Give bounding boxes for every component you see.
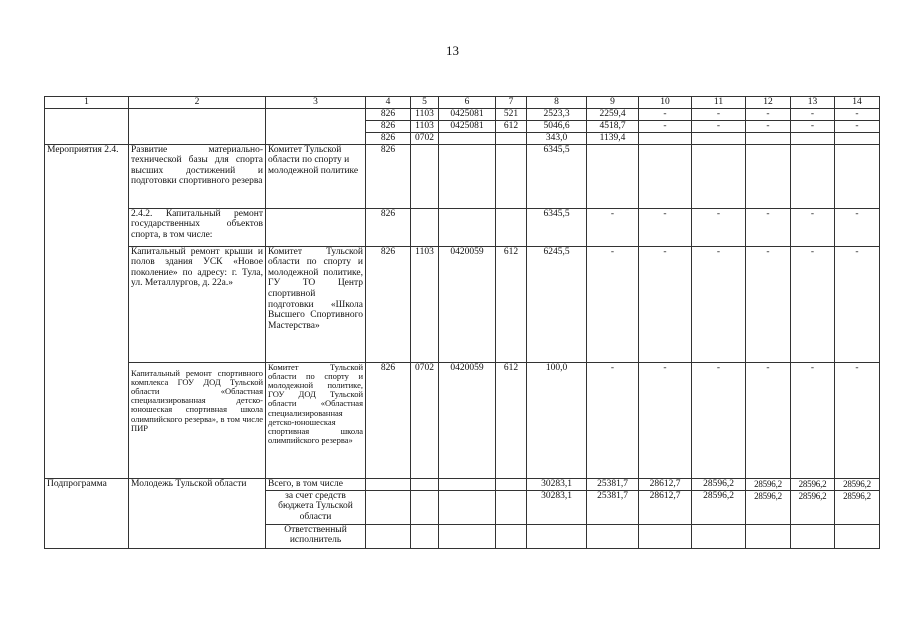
empty-cell — [266, 109, 366, 145]
rz-cell: 0702 — [411, 362, 439, 478]
table-row — [45, 478, 880, 490]
csr-cell: 0425081 — [439, 109, 496, 121]
value-cell: 25381,7 — [587, 478, 639, 490]
empty-cell — [496, 490, 527, 524]
empty-cell — [366, 490, 411, 524]
grbs-cell: 826 — [366, 144, 411, 208]
value-cell: - — [791, 109, 835, 121]
vr-cell: 612 — [496, 121, 527, 133]
vr-cell: 612 — [496, 362, 527, 478]
value-cell: 28596,2 — [746, 478, 791, 490]
empty-cell — [692, 524, 746, 548]
rz-cell: 1103 — [411, 246, 439, 362]
empty-cell — [496, 144, 527, 208]
value-cell: 30283,1 — [527, 490, 587, 524]
value-cell: - — [835, 109, 880, 121]
value-cell: - — [791, 246, 835, 362]
measure-name: Капитальный ремонт спортивного комплекса ГОУ ДОД Тульской области «Областная специализированная детско-юношеская спортивная школа олимпийского резерва», в том числе ПИР — [129, 362, 266, 478]
empty-cell — [746, 524, 791, 548]
value-cell: - — [587, 362, 639, 478]
empty-cell — [366, 524, 411, 548]
empty-cell — [439, 524, 496, 548]
value-cell: 28596,2 — [791, 490, 835, 524]
value-cell: - — [835, 121, 880, 133]
value-cell: - — [835, 362, 880, 478]
column-number: 10 — [639, 97, 692, 109]
empty-cell — [496, 524, 527, 548]
value-cell: 28596,2 — [746, 490, 791, 524]
measure-name: Развитие материально-технической базы для спорта высших достижений и подготовки спортивного резерва — [129, 144, 266, 208]
table-row — [45, 208, 880, 246]
column-number: 6 — [439, 97, 496, 109]
value-cell: 6245,5 — [527, 246, 587, 362]
value-cell: 100,0 — [527, 362, 587, 478]
value-cell: - — [746, 362, 791, 478]
measure-label: Мероприятия 2.4. — [45, 144, 129, 478]
empty-cell — [835, 524, 880, 548]
value-cell: - — [791, 362, 835, 478]
empty-cell — [692, 133, 746, 145]
grbs-cell: 826 — [366, 208, 411, 246]
value-cell: 2259,4 — [587, 109, 639, 121]
column-number: 8 — [527, 97, 587, 109]
value-cell: - — [587, 208, 639, 246]
grbs-cell: 826 — [366, 121, 411, 133]
page-number: 13 — [446, 43, 459, 58]
empty-cell — [129, 109, 266, 145]
value-cell: - — [835, 246, 880, 362]
vr-cell — [496, 133, 527, 145]
value-cell: 25381,7 — [587, 490, 639, 524]
value-cell: - — [587, 246, 639, 362]
empty-cell — [411, 478, 439, 490]
empty-cell — [439, 478, 496, 490]
value-cell: 28612,7 — [639, 478, 692, 490]
funding-label: Всего, в том числе — [266, 478, 366, 490]
value-cell: 28596,2 — [692, 490, 746, 524]
value-cell: 4518,7 — [587, 121, 639, 133]
rz-cell: 1103 — [411, 109, 439, 121]
subprogram-label: Подпрограмма — [45, 478, 129, 548]
value-cell: - — [746, 246, 791, 362]
value-cell: 28596,2 — [835, 478, 880, 490]
empty-cell — [587, 144, 639, 208]
empty-cell — [496, 478, 527, 490]
value-cell: 6345,5 — [527, 144, 587, 208]
value-cell: 1139,4 — [587, 133, 639, 145]
empty-cell — [439, 490, 496, 524]
empty-cell — [835, 144, 880, 208]
value-cell: - — [639, 109, 692, 121]
empty-cell — [439, 208, 496, 246]
table-row — [45, 144, 880, 208]
funding-label: Ответственный исполнитель — [266, 524, 366, 548]
column-number: 9 — [587, 97, 639, 109]
value-cell: - — [639, 121, 692, 133]
value-cell: 28596,2 — [835, 490, 880, 524]
funding-label: за счет средств бюджета Тульской области — [266, 490, 366, 524]
column-number: 3 — [266, 97, 366, 109]
empty-cell — [746, 144, 791, 208]
empty-cell — [366, 478, 411, 490]
column-number: 1 — [45, 97, 129, 109]
empty-cell — [411, 208, 439, 246]
column-numbers-row — [45, 97, 880, 109]
value-cell: - — [746, 208, 791, 246]
value-cell: - — [692, 121, 746, 133]
column-number: 5 — [411, 97, 439, 109]
csr-cell: 0425081 — [439, 121, 496, 133]
grbs-cell: 826 — [366, 246, 411, 362]
rz-cell: 1103 — [411, 121, 439, 133]
grbs-cell: 826 — [366, 109, 411, 121]
csr-cell: 0420059 — [439, 246, 496, 362]
measure-name: 2.4.2. Капитальный ремонт государственных объектов спорта, в том числе: — [129, 208, 266, 246]
empty-cell — [266, 208, 366, 246]
value-cell: 5046,6 — [527, 121, 587, 133]
value-cell: - — [692, 362, 746, 478]
value-cell: 28596,2 — [692, 478, 746, 490]
empty-cell — [439, 144, 496, 208]
budget-table — [44, 96, 880, 549]
value-cell: - — [692, 109, 746, 121]
empty-cell — [496, 208, 527, 246]
empty-cell — [791, 524, 835, 548]
empty-cell — [587, 524, 639, 548]
empty-cell — [411, 524, 439, 548]
value-cell: 30283,1 — [527, 478, 587, 490]
rz-cell: 0702 — [411, 133, 439, 145]
empty-cell — [791, 133, 835, 145]
grbs-cell: 826 — [366, 362, 411, 478]
empty-cell — [791, 144, 835, 208]
csr-cell: 0420059 — [439, 362, 496, 478]
value-cell: - — [639, 246, 692, 362]
column-number: 7 — [496, 97, 527, 109]
vr-cell: 521 — [496, 109, 527, 121]
empty-cell — [746, 133, 791, 145]
column-number: 11 — [692, 97, 746, 109]
value-cell: 28612,7 — [639, 490, 692, 524]
column-number: 14 — [835, 97, 880, 109]
empty-cell — [45, 109, 129, 145]
value-cell: 28596,2 — [791, 478, 835, 490]
value-cell: - — [639, 208, 692, 246]
column-number: 12 — [746, 97, 791, 109]
value-cell: - — [746, 109, 791, 121]
table-row — [45, 246, 880, 362]
vr-cell: 612 — [496, 246, 527, 362]
value-cell: 6345,5 — [527, 208, 587, 246]
executor-cell: Комитет Тульской области по спорту и молодежной политике, ГОУ ДОД Тульской области «Областная специализированная детско-юношеская спортивная школа олимпийского резерва» — [266, 362, 366, 478]
subprogram-name: Молодежь Тульской области — [129, 478, 266, 548]
column-number: 4 — [366, 97, 411, 109]
value-cell: - — [692, 246, 746, 362]
value-cell: - — [639, 362, 692, 478]
csr-cell — [439, 133, 496, 145]
column-number: 13 — [791, 97, 835, 109]
table-row — [45, 109, 880, 121]
empty-cell — [639, 524, 692, 548]
empty-cell — [411, 144, 439, 208]
empty-cell — [411, 490, 439, 524]
column-number: 2 — [129, 97, 266, 109]
empty-cell — [639, 144, 692, 208]
measure-name: Капитальный ремонт крыши и полов здания УСК «Новое поколение» по адресу: г. Тула, ул. Металлургов, д. 22а.» — [129, 246, 266, 362]
executor-cell: Комитет Тульской области по спорту и молодежной политике — [266, 144, 366, 208]
empty-cell — [527, 524, 587, 548]
table-row — [45, 362, 880, 478]
grbs-cell: 826 — [366, 133, 411, 145]
value-cell: - — [791, 208, 835, 246]
value-cell: - — [791, 121, 835, 133]
value-cell: - — [835, 208, 880, 246]
empty-cell — [639, 133, 692, 145]
executor-cell: Комитет Тульской области по спорту и молодежной политике, ГУ ТО Центр спортивной подготовки «Школа Высшего Спортивного Мастерства» — [266, 246, 366, 362]
value-cell: 2523,3 — [527, 109, 587, 121]
value-cell: - — [692, 208, 746, 246]
empty-cell — [835, 133, 880, 145]
value-cell: - — [746, 121, 791, 133]
value-cell: 343,0 — [527, 133, 587, 145]
empty-cell — [692, 144, 746, 208]
